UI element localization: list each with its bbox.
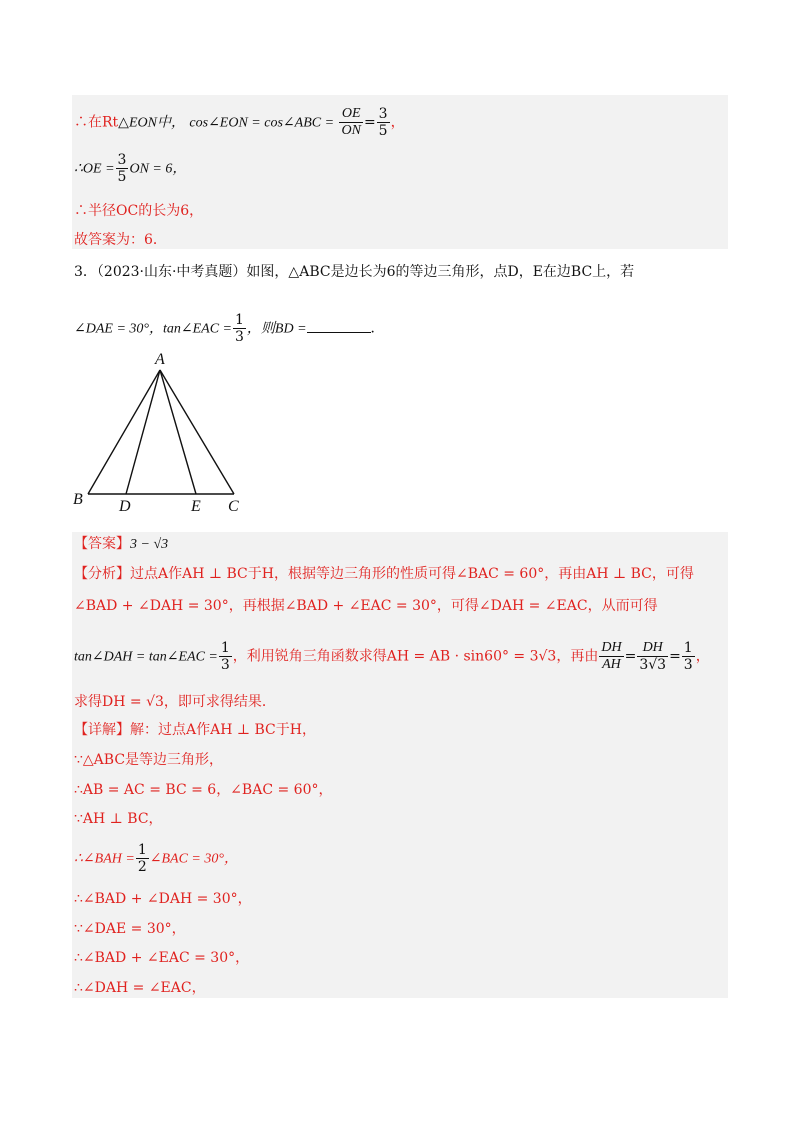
label-e: E — [191, 498, 201, 515]
block1-line2: ∴OE = $\frac{3}{5}$ ON = 6， — [74, 152, 187, 185]
fraction-oe-on: $\frac{OE}{ON}$ — [341, 106, 361, 138]
detail-line5: ∴∠BAH = $\frac{1}{2}$ ∠BAC = 30°， — [74, 842, 238, 875]
block1-line3: ∴半径OC的长为6， — [74, 203, 204, 219]
detail-line1: 【详解】解：过点A作AH ⊥ BC于H， — [74, 722, 316, 738]
answer-blank — [307, 318, 371, 333]
question3-line2: ∠DAE = 30°，tan∠EAC = $\frac{1}{3}$ ，则BD = ． — [74, 312, 385, 345]
detail-line4: ∵AH ⊥ BC， — [74, 811, 163, 827]
label-c: C — [228, 498, 239, 515]
fraction-1-3-final: $\frac{1}{3}$ — [683, 640, 693, 673]
fraction-3-5-b: $\frac{3}{5}$ — [117, 152, 127, 185]
analysis-line3: tan∠DAH = tan∠EAC = $\frac{1}{3}$ ，利用锐角三角函数求得AH = AB · sin60° = 3√3，再由 $\frac{DH}{AH}$ = $\frac{DH}{3√3}$ = $\frac{1}{3}$ ， — [74, 640, 710, 673]
detail-line2: ∵△ABC是等边三角形， — [74, 752, 224, 768]
fraction-dh-3root3: $\frac{DH}{3√3}$ — [639, 640, 667, 673]
fraction-1-3-analysis: $\frac{1}{3}$ — [220, 640, 230, 673]
label-a: A — [155, 351, 165, 368]
question3-line1: 3．（2023·山东·中考真题）如图，△ABC是边长为6的等边三角形，点D，E在边BC上，若 — [74, 264, 635, 280]
label-d: D — [119, 498, 131, 515]
detail-line9: ∴∠DAH = ∠EAC， — [74, 980, 206, 996]
fraction-1-3: $\frac{1}{3}$ — [235, 312, 244, 345]
fraction-3-5: $\frac{3}{5}$ — [378, 106, 388, 139]
segment-ad — [126, 370, 160, 494]
detail-line6: ∴∠BAD + ∠DAH = 30°， — [74, 891, 252, 907]
detail-line3: ∴AB = AC = BC = 6，∠BAC = 60°， — [74, 782, 333, 798]
analysis-line2: ∠BAD + ∠DAH = 30°，再根据∠BAD + ∠EAC = 30°，可得∠DAH = ∠EAC，从而可得 — [74, 598, 658, 614]
block1-line4: 故答案为：6． — [74, 232, 167, 248]
block1-line1: ∴在Rt△EON中， cos∠EON = cos∠ABC = $\frac{OE}{ON}$ = $\frac{3}{5}$ ， — [74, 106, 405, 139]
answer-line: 【答案】3 − √3 — [74, 536, 169, 552]
fraction-dh-ah: $\frac{DH}{AH}$ — [601, 640, 622, 672]
segment-ae — [160, 370, 196, 494]
label-b: B — [73, 491, 83, 508]
segment-ac — [160, 370, 234, 494]
analysis-line1: 【分析】过点A作AH ⊥ BC于H，根据等边三角形的性质可得∠BAC = 60°，再由AH ⊥ BC，可得 — [74, 566, 694, 582]
detail-line8: ∴∠BAD + ∠EAC = 30°， — [74, 950, 250, 966]
segment-ab — [88, 370, 160, 494]
fraction-1-2: $\frac{1}{2}$ — [137, 842, 147, 875]
triangle-figure — [66, 348, 266, 518]
detail-line7: ∵∠DAE = 30°， — [74, 921, 186, 937]
analysis-line4: 求得DH = √3，即可求得结果． — [74, 694, 276, 710]
